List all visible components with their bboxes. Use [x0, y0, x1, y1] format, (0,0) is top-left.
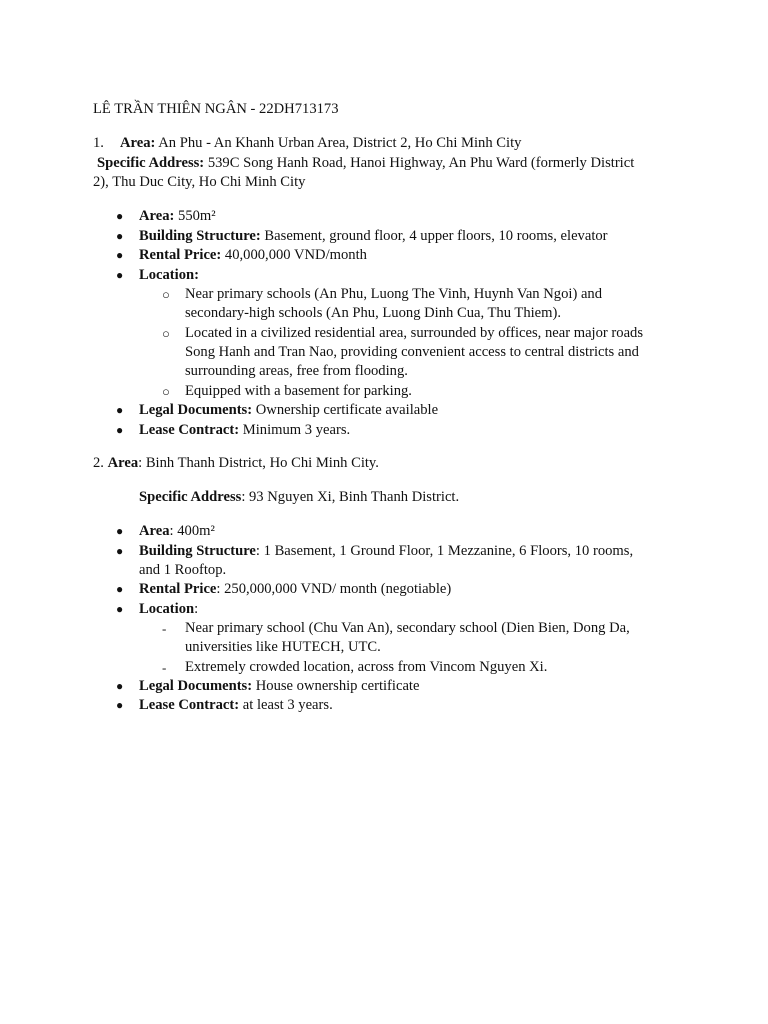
bullet-icon: ● [116, 423, 124, 437]
list-item-lease [139, 421, 350, 441]
location-item-schools-cont: universities like HUTECH, UTC. [185, 639, 381, 655]
section-1-area [120, 134, 521, 154]
area-label: Area: [120, 135, 156, 151]
location-item-area-cont: surrounding areas, free from flooding. [185, 363, 408, 379]
legal-label: Legal Documents: [139, 678, 253, 694]
section-1-address-cont: 2), Thu Duc City, Ho Chi Minh City [93, 174, 306, 190]
size-value: 550m² [174, 208, 216, 224]
list-item-price [139, 580, 451, 600]
location-item-parking: Equipped with a basement for parking. [185, 383, 412, 399]
list-item-size [139, 207, 216, 227]
bullet-icon: ● [116, 524, 124, 538]
list-item-size [139, 522, 215, 542]
price-value: 40,000,000 VND/month [221, 247, 367, 263]
sub-bullet-icon: ○ [162, 326, 170, 341]
bullet-icon: ● [116, 403, 124, 417]
section-2-address [139, 488, 459, 508]
area-value: An Phu - An Khanh Urban Area, District 2, Ho Chi Minh City [155, 135, 522, 151]
location-label: Location: [139, 267, 199, 283]
list-item-structure-cont: and 1 Rooftop. [139, 562, 227, 578]
location-item-schools: Near primary schools (An Phu, Luong The Vinh, Huynh Van Ngoi) and [185, 286, 603, 302]
section-2-area [93, 454, 379, 474]
bullet-icon: ● [116, 229, 124, 243]
address-value: 539C Song Hanh Road, Hanoi Highway, An Phu Ward (formerly District [204, 155, 635, 171]
legal-label: Legal Documents: [139, 402, 253, 418]
list-item-location [139, 600, 198, 620]
structure-label: Building Structure: [139, 228, 261, 244]
structure-value: Basement, ground floor, 4 upper floors, 10 rooms, elevator [260, 228, 608, 244]
location-item-schools-cont: secondary-high schools (An Phu, Luong Dinh Cua, Thu Thiem). [185, 305, 562, 321]
location-item-area: Located in a civilized residential area, surrounded by offices, near major roads [185, 325, 644, 341]
size-label: Area [139, 523, 170, 539]
area-label: Area [107, 455, 139, 471]
location-label: Location [139, 601, 195, 617]
section-1-address [97, 154, 634, 174]
area-value: : Binh Thanh District, Ho Chi Minh City. [138, 455, 379, 471]
list-item-location [139, 266, 199, 286]
structure-value: : 1 Basement, 1 Ground Floor, 1 Mezzanine, 6 Floors, 10 rooms, [255, 543, 634, 559]
lease-label: Lease Contract: [139, 697, 240, 713]
bullet-icon: ● [116, 698, 124, 712]
list-item-lease [139, 696, 333, 716]
list-item-legal [139, 401, 438, 421]
list-item-structure [139, 542, 633, 562]
price-value: : 250,000,000 VND/ month (negotiable) [216, 581, 452, 597]
bullet-icon: ● [116, 268, 124, 282]
address-label: Specific Address: [97, 155, 205, 171]
bullet-icon: ● [116, 679, 124, 693]
bullet-icon: ● [116, 602, 124, 616]
list-item-price [139, 246, 367, 266]
size-value: : 400m² [169, 523, 215, 539]
legal-value: House ownership certificate [252, 678, 420, 694]
document-header: LÊ TRẦN THIÊN NGÂN - 22DH713173 [93, 101, 339, 117]
lease-label: Lease Contract: [139, 422, 240, 438]
location-item-crowded: Extremely crowded location, across from Vincom Nguyen Xi. [185, 659, 548, 675]
lease-value: at least 3 years. [239, 697, 333, 713]
bullet-icon: ● [116, 582, 124, 596]
address-label: Specific Address [139, 489, 242, 505]
section-2-number: 2. [93, 455, 108, 471]
dash-bullet-icon: - [162, 660, 167, 675]
bullet-icon: ● [116, 209, 124, 223]
price-label: Rental Price [139, 581, 217, 597]
location-colon: : [194, 601, 199, 617]
sub-bullet-icon: ○ [162, 287, 170, 302]
list-item-structure [139, 227, 608, 247]
address-value: : 93 Nguyen Xi, Binh Thanh District. [241, 489, 460, 505]
location-item-schools: Near primary school (Chu Van An), secondary school (Dien Bien, Dong Da, [185, 620, 630, 636]
section-1-number: 1. [93, 135, 104, 151]
dash-bullet-icon: - [162, 621, 167, 636]
structure-label: Building Structure [139, 543, 256, 559]
bullet-icon: ● [116, 544, 124, 558]
size-label: Area: [139, 208, 175, 224]
legal-value: Ownership certificate available [252, 402, 439, 418]
location-item-area-cont: Song Hanh and Tran Nao, providing convenient access to central districts and [185, 344, 639, 360]
lease-value: Minimum 3 years. [239, 422, 351, 438]
list-item-legal [139, 677, 419, 697]
bullet-icon: ● [116, 248, 124, 262]
sub-bullet-icon: ○ [162, 384, 170, 399]
price-label: Rental Price: [139, 247, 222, 263]
